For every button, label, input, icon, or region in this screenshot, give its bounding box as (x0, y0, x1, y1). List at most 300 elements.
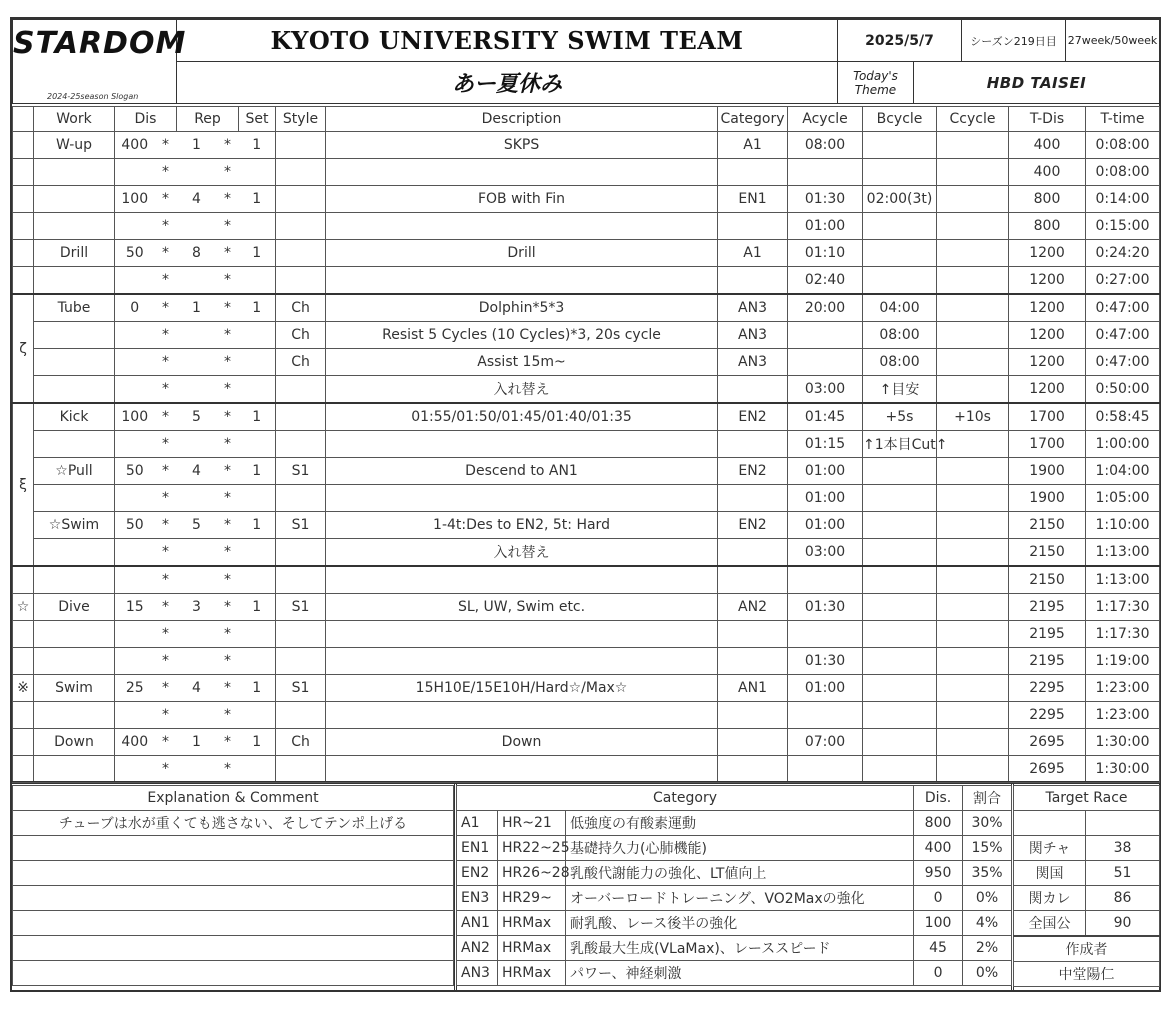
times-cell: * (217, 267, 239, 295)
times-cell: * (155, 512, 177, 539)
ccycle-cell (937, 132, 1009, 159)
rep-cell (177, 566, 217, 594)
race-name: 関チャ (1014, 836, 1086, 861)
times-cell: * (217, 294, 239, 322)
work-cell (34, 566, 115, 594)
times-cell: * (155, 186, 177, 213)
dis-cell: 50 (115, 458, 155, 485)
bcycle-cell (863, 675, 937, 702)
ttime-cell: 1:04:00 (1086, 458, 1160, 485)
bcycle-cell: ↑目安 (863, 376, 937, 404)
rep-cell (177, 756, 217, 783)
tdis-cell: 2195 (1009, 648, 1086, 675)
bcycle-cell (863, 702, 937, 729)
category-cell (718, 648, 788, 675)
times-cell: * (217, 621, 239, 648)
menu-row (13, 186, 1160, 213)
set-cell: 1 (239, 294, 276, 322)
col-style: Style (276, 107, 326, 132)
page-title: あー夏休み (177, 62, 838, 104)
ttime-cell: 1:19:00 (1086, 648, 1160, 675)
tdis-cell: 2695 (1009, 729, 1086, 756)
ttime-cell: 0:14:00 (1086, 186, 1160, 213)
section-divider (12, 781, 1159, 784)
bcycle-cell (863, 756, 937, 783)
category-cell (718, 621, 788, 648)
set-cell (239, 485, 276, 512)
ttime-cell: 1:23:00 (1086, 702, 1160, 729)
col-description: Description (326, 107, 718, 132)
tdis-cell: 2295 (1009, 675, 1086, 702)
ttime-cell: 1:05:00 (1086, 485, 1160, 512)
category-hr: HR26~28 (498, 861, 566, 886)
times-cell: * (217, 485, 239, 512)
acycle-cell: 01:00 (788, 458, 863, 485)
times-cell: * (155, 621, 177, 648)
times-cell: * (217, 648, 239, 675)
menu-row (13, 267, 1160, 295)
dis-cell (115, 702, 155, 729)
slogan: 2024-25season Slogan (13, 62, 177, 104)
ccycle-cell (937, 349, 1009, 376)
ccycle-cell (937, 376, 1009, 404)
category-dis: 950 (914, 861, 963, 886)
times-cell: * (217, 132, 239, 159)
category-cell (718, 376, 788, 404)
bcycle-cell (863, 213, 937, 240)
col-work: Work (34, 107, 115, 132)
ccycle-cell (937, 159, 1009, 186)
season-day: シーズン219日目 (962, 20, 1066, 62)
acycle-cell (788, 349, 863, 376)
category-cell: EN2 (718, 403, 788, 431)
col-tdis: T-Dis (1009, 107, 1086, 132)
ccycle-cell (937, 512, 1009, 539)
times-cell: * (155, 322, 177, 349)
category-desc: 耐乳酸、レース後半の強化 (566, 911, 914, 936)
times-cell: * (217, 702, 239, 729)
ttime-cell: 0:08:00 (1086, 132, 1160, 159)
times-cell: * (217, 240, 239, 267)
style-cell: S1 (276, 594, 326, 621)
dis-cell: 15 (115, 594, 155, 621)
style-cell (276, 566, 326, 594)
menu-row (13, 159, 1160, 186)
target-race-title: Target Race (1014, 786, 1160, 811)
acycle-cell: 03:00 (788, 376, 863, 404)
acycle-cell (788, 756, 863, 783)
ttime-cell: 0:47:00 (1086, 322, 1160, 349)
dis-cell (115, 566, 155, 594)
bcycle-cell: +5s (863, 403, 937, 431)
target-race-row (1014, 861, 1160, 886)
category-code: AN1 (457, 911, 498, 936)
style-cell: Ch (276, 294, 326, 322)
category-code: EN3 (457, 886, 498, 911)
times-cell: * (217, 512, 239, 539)
style-cell (276, 431, 326, 458)
rep-cell (177, 431, 217, 458)
logo: STARDOM (13, 26, 187, 62)
times-cell: * (217, 349, 239, 376)
bcycle-cell (863, 485, 937, 512)
acycle-cell: 02:40 (788, 267, 863, 295)
bcycle-cell (863, 594, 937, 621)
ccycle-cell (937, 294, 1009, 322)
comment-line (13, 911, 454, 936)
col-acycle: Acycle (788, 107, 863, 132)
comment-line (13, 961, 454, 986)
times-cell: * (217, 186, 239, 213)
times-cell: * (217, 566, 239, 594)
description-cell: Dolphin*5*3 (326, 294, 718, 322)
menu-row (13, 702, 1160, 729)
ttime-cell: 0:15:00 (1086, 213, 1160, 240)
acycle-cell: 08:00 (788, 132, 863, 159)
category-row (457, 886, 1012, 911)
menu-row (13, 729, 1160, 756)
row-mark (13, 186, 34, 213)
category-cell: EN2 (718, 458, 788, 485)
category-desc: 基礎持久力(心肺機能) (566, 836, 914, 861)
dis-cell: 25 (115, 675, 155, 702)
description-cell: Down (326, 729, 718, 756)
dis-cell: 100 (115, 403, 155, 431)
category-row (457, 936, 1012, 961)
tdis-cell: 2295 (1009, 702, 1086, 729)
description-cell: 入れ替え (326, 539, 718, 567)
race-days: 90 (1086, 911, 1160, 937)
ttime-cell: 1:30:00 (1086, 729, 1160, 756)
menu-row (13, 648, 1160, 675)
row-mark: ξ (13, 403, 34, 566)
times-cell: * (155, 566, 177, 594)
row-mark (13, 756, 34, 783)
col-category: Category (718, 107, 788, 132)
set-cell: 1 (239, 240, 276, 267)
set-cell (239, 159, 276, 186)
rep-cell: 3 (177, 594, 217, 621)
category-body (457, 811, 1012, 986)
tdis-cell: 1900 (1009, 458, 1086, 485)
times-cell: * (217, 322, 239, 349)
rep-cell (177, 322, 217, 349)
tdis-cell: 2150 (1009, 566, 1086, 594)
work-cell (34, 322, 115, 349)
col-rep: Rep (177, 107, 239, 132)
ccycle-cell (937, 594, 1009, 621)
tdis-cell: 1200 (1009, 240, 1086, 267)
set-cell (239, 431, 276, 458)
work-cell (34, 702, 115, 729)
category-cell (718, 267, 788, 295)
style-cell (276, 267, 326, 295)
times-cell: * (217, 539, 239, 567)
category-code: A1 (457, 811, 498, 836)
dis-cell (115, 485, 155, 512)
work-cell (34, 376, 115, 404)
team-name: KYOTO UNIVERSITY SWIM TEAM (177, 20, 838, 62)
work-cell (34, 648, 115, 675)
category-dis-header: Dis. (914, 786, 963, 811)
times-cell: * (155, 648, 177, 675)
col-mark (13, 107, 34, 132)
category-dis: 400 (914, 836, 963, 861)
dis-cell (115, 756, 155, 783)
author-label: 作成者 (1014, 936, 1160, 962)
description-cell (326, 485, 718, 512)
col-set: Set (239, 107, 276, 132)
description-cell: Assist 15m~ (326, 349, 718, 376)
rep-cell (177, 539, 217, 567)
category-code: EN1 (457, 836, 498, 861)
race-name: 関カレ (1014, 886, 1086, 911)
times-cell: * (155, 594, 177, 621)
work-cell (34, 485, 115, 512)
acycle-cell (788, 322, 863, 349)
col-dis: Dis (115, 107, 177, 132)
tdis-cell: 2195 (1009, 594, 1086, 621)
rep-cell: 5 (177, 403, 217, 431)
set-cell: 1 (239, 403, 276, 431)
category-code: EN2 (457, 861, 498, 886)
dis-cell: 50 (115, 240, 155, 267)
set-cell (239, 648, 276, 675)
ttime-cell: 0:24:20 (1086, 240, 1160, 267)
category-dis: 0 (914, 961, 963, 986)
bcycle-cell (863, 159, 937, 186)
set-cell (239, 756, 276, 783)
ccycle-cell (937, 267, 1009, 295)
category-cell (718, 729, 788, 756)
times-cell: * (155, 213, 177, 240)
practice-sheet (10, 17, 1161, 992)
category-row (457, 911, 1012, 936)
times-cell: * (217, 458, 239, 485)
bcycle-cell: 02:00(3t) (863, 186, 937, 213)
acycle-cell: 03:00 (788, 539, 863, 567)
todays-label-line2: Theme (854, 82, 897, 97)
ttime-cell: 1:17:30 (1086, 621, 1160, 648)
tdis-cell: 2695 (1009, 756, 1086, 783)
ttime-cell: 1:10:00 (1086, 512, 1160, 539)
description-cell (326, 159, 718, 186)
style-cell: S1 (276, 458, 326, 485)
acycle-cell: 01:00 (788, 675, 863, 702)
acycle-cell: 01:15 (788, 431, 863, 458)
bcycle-cell (863, 648, 937, 675)
ccycle-cell (937, 702, 1009, 729)
category-code: AN2 (457, 936, 498, 961)
menu-row (13, 675, 1160, 702)
work-cell: Drill (34, 240, 115, 267)
author-name: 中堂陽仁 (1014, 962, 1160, 987)
times-cell: * (155, 403, 177, 431)
category-ratio: 2% (963, 936, 1012, 961)
work-cell (34, 539, 115, 567)
bcycle-cell: 08:00 (863, 322, 937, 349)
row-mark (13, 159, 34, 186)
description-cell (326, 431, 718, 458)
menu-row (13, 458, 1160, 485)
set-cell: 1 (239, 132, 276, 159)
menu-row (13, 132, 1160, 159)
category-cell (718, 702, 788, 729)
comment-title: Explanation & Comment (13, 786, 454, 811)
category-desc: 乳酸代謝能力の強化、LT値向上 (566, 861, 914, 886)
category-dis: 100 (914, 911, 963, 936)
menu-row (13, 294, 1160, 322)
times-cell: * (155, 349, 177, 376)
ttime-cell: 0:47:00 (1086, 294, 1160, 322)
row-mark (13, 621, 34, 648)
menu-row (13, 240, 1160, 267)
description-cell (326, 213, 718, 240)
style-cell: S1 (276, 512, 326, 539)
ttime-cell: 0:47:00 (1086, 349, 1160, 376)
times-cell: * (217, 594, 239, 621)
description-cell (326, 566, 718, 594)
category-ratio: 4% (963, 911, 1012, 936)
category-cell (718, 159, 788, 186)
ccycle-cell (937, 485, 1009, 512)
menu-row (13, 539, 1160, 567)
ttime-cell: 0:50:00 (1086, 376, 1160, 404)
rep-cell (177, 621, 217, 648)
description-cell (326, 648, 718, 675)
ccycle-cell (937, 186, 1009, 213)
times-cell: * (155, 702, 177, 729)
description-cell: 1-4t:Des to EN2, 5t: Hard (326, 512, 718, 539)
row-mark: ※ (13, 675, 34, 702)
category-title: Category (457, 786, 914, 811)
times-cell: * (155, 159, 177, 186)
acycle-cell (788, 566, 863, 594)
tdis-cell: 800 (1009, 186, 1086, 213)
category-cell: AN3 (718, 294, 788, 322)
set-cell: 1 (239, 186, 276, 213)
category-hr: HR~21 (498, 811, 566, 836)
times-cell: * (217, 376, 239, 404)
description-cell: SKPS (326, 132, 718, 159)
target-race-row (1014, 836, 1160, 861)
bcycle-cell (863, 539, 937, 567)
bcycle-cell (863, 621, 937, 648)
date: 2025/5/7 (838, 20, 962, 62)
times-cell: * (217, 431, 239, 458)
ttime-cell: 0:08:00 (1086, 159, 1160, 186)
style-cell (276, 376, 326, 404)
set-cell (239, 267, 276, 295)
tdis-cell: 2150 (1009, 512, 1086, 539)
category-row (457, 861, 1012, 886)
category-ratio-header: 割合 (963, 786, 1012, 811)
category-desc: 低強度の有酸素運動 (566, 811, 914, 836)
tdis-cell: 400 (1009, 132, 1086, 159)
row-mark (13, 729, 34, 756)
category-hr: HR22~25 (498, 836, 566, 861)
dis-cell: 400 (115, 729, 155, 756)
times-cell: * (155, 132, 177, 159)
row-mark (13, 702, 34, 729)
bcycle-cell: ↑1本目Cut↑ (863, 431, 937, 458)
category-cell (718, 539, 788, 567)
description-cell: 入れ替え (326, 376, 718, 404)
work-cell: Dive (34, 594, 115, 621)
category-cell (718, 431, 788, 458)
dis-cell: 0 (115, 294, 155, 322)
menu-row (13, 376, 1160, 404)
rep-cell: 8 (177, 240, 217, 267)
tdis-cell: 2150 (1009, 539, 1086, 567)
ttime-cell: 1:23:00 (1086, 675, 1160, 702)
bcycle-cell (863, 458, 937, 485)
acycle-cell: 01:10 (788, 240, 863, 267)
work-cell (34, 756, 115, 783)
menu-row (13, 349, 1160, 376)
style-cell (276, 648, 326, 675)
style-cell (276, 539, 326, 567)
dis-cell (115, 322, 155, 349)
description-cell: 15H10E/15E10H/Hard☆/Max☆ (326, 675, 718, 702)
work-cell (34, 349, 115, 376)
menu-row (13, 594, 1160, 621)
race-days: 86 (1086, 886, 1160, 911)
set-cell: 1 (239, 458, 276, 485)
times-cell: * (155, 675, 177, 702)
dis-cell (115, 648, 155, 675)
category-cell (718, 485, 788, 512)
times-cell: * (217, 729, 239, 756)
set-cell (239, 566, 276, 594)
times-cell: * (155, 376, 177, 404)
bcycle-cell (863, 512, 937, 539)
category-desc: 乳酸最大生成(VLaMax)、レーススピード (566, 936, 914, 961)
bcycle-cell (863, 132, 937, 159)
work-cell: Tube (34, 294, 115, 322)
race-days (1086, 811, 1160, 836)
logo-cell (13, 20, 187, 62)
col-bcycle: Bcycle (863, 107, 937, 132)
ttime-cell: 1:17:30 (1086, 594, 1160, 621)
rep-cell (177, 702, 217, 729)
bcycle-cell (863, 729, 937, 756)
ttime-cell: 1:13:00 (1086, 566, 1160, 594)
ccycle-cell (937, 675, 1009, 702)
tdis-cell: 1200 (1009, 267, 1086, 295)
style-cell: S1 (276, 675, 326, 702)
row-mark (13, 566, 34, 594)
work-cell (34, 159, 115, 186)
rep-cell (177, 267, 217, 295)
style-cell: Ch (276, 729, 326, 756)
rep-cell: 4 (177, 675, 217, 702)
category-desc: パワー、神経刺激 (566, 961, 914, 986)
acycle-cell: 01:00 (788, 512, 863, 539)
category-cell: A1 (718, 132, 788, 159)
times-cell: * (155, 294, 177, 322)
description-cell (326, 621, 718, 648)
ccycle-cell (937, 539, 1009, 567)
acycle-cell: 20:00 (788, 294, 863, 322)
rep-cell (177, 648, 217, 675)
acycle-cell: 01:45 (788, 403, 863, 431)
col-ttime: T-time (1086, 107, 1160, 132)
times-cell: * (155, 431, 177, 458)
acycle-cell (788, 159, 863, 186)
bcycle-cell (863, 267, 937, 295)
menu-row (13, 512, 1160, 539)
